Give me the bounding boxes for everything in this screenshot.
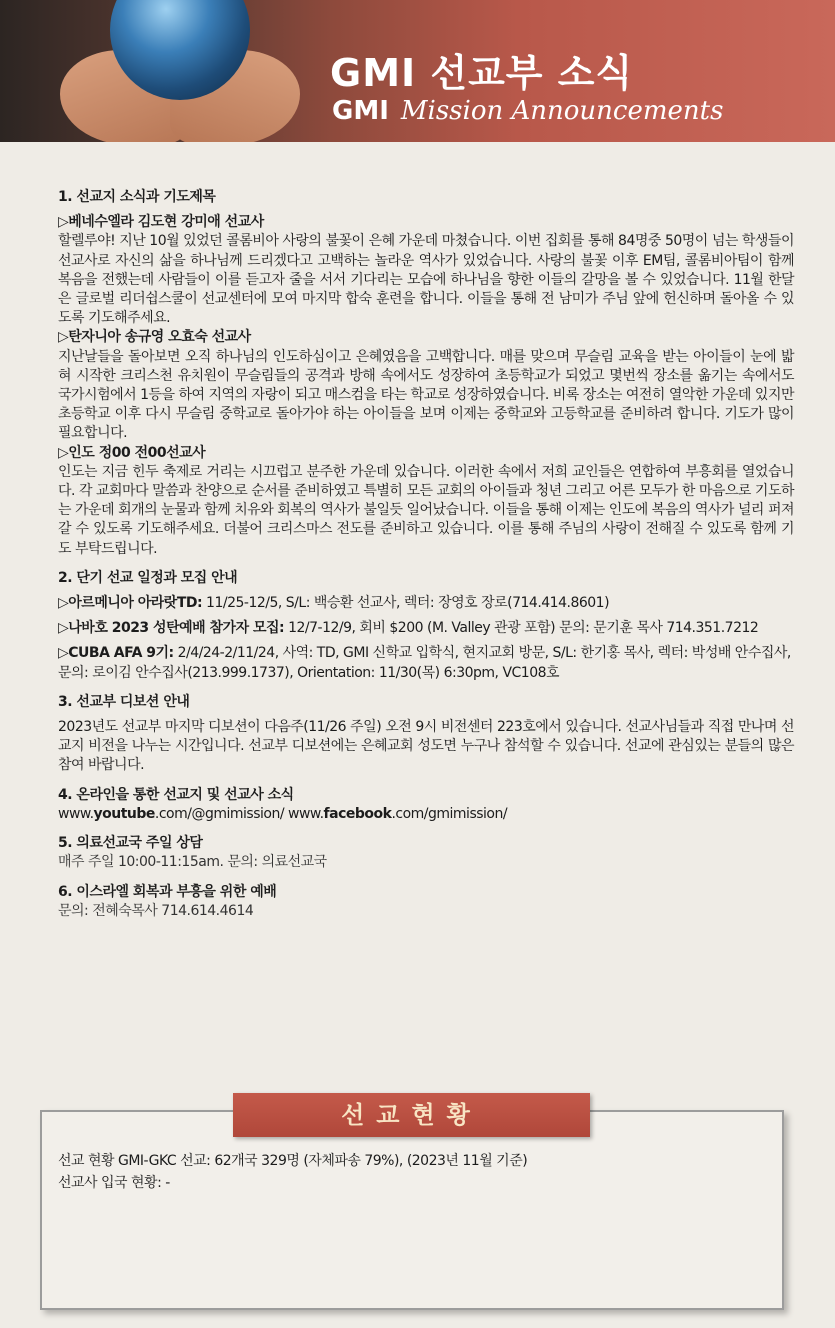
facebook-link-brand[interactable]: facebook: [323, 805, 392, 822]
youtube-link-suffix[interactable]: .com/@gmimission/: [154, 805, 285, 822]
india-body: 인도는 지금 힌두 축제로 거리는 시끄럽고 분주한 가운데 있습니다. 이러한 속에서 저희 교인들은 연합하여 부흥회를 열었습니다. 각 교회마다 말씀과 찬양으로 순서를 준비하였고 특별히 모든 교회의 아이들과 청년 그리고 어른 모두가 한 마음으로 기도하는 가운데 회개의 눈물과 함께 치유와 회복의 역사가 불일듯 일어났습니다. 이들을 통해 이제는 인도에 복음의 역사가 널리 퍼져갈 수 있도록 기도해주세요. 더불어 크리스마스 전도를 준비하고 있습니다. 이를 통해 주님의 사랑이 전해질 수 있도록 함께 기도 부탁드립니다.: [58, 463, 794, 557]
page-subtitle: [332, 96, 723, 126]
subtitle-script: Mission Announcements: [400, 96, 724, 126]
mission-status-line-2: 선교사 입국 현황: -: [58, 1175, 170, 1191]
section-1-heading: 1. 선교지 소식과 기도제목: [58, 189, 216, 205]
cuba-label: ▷CUBA AFA 9기:: [58, 645, 174, 662]
armenia-item: [58, 594, 794, 613]
navajo-text: 12/7-12/9, 회비 $200 (M. Valley 관광 포함) 문의: 문기훈 목사 714.351.7212: [284, 620, 759, 637]
youtube-link-prefix[interactable]: www.: [58, 805, 94, 822]
page-title: GMI 선교부 소식: [330, 51, 634, 95]
navajo-label: ▷나바호 2023 성탄예배 참가자 모집:: [58, 620, 285, 637]
section-3-heading: 3. 선교부 디보션 안내: [58, 693, 190, 710]
youtube-link-brand[interactable]: youtube: [93, 805, 155, 822]
mission-status-line-1: 선교 현황 GMI-GKC 선교: 62개국 329명 (자체파송 79%), (2023년 11월 기준): [58, 1153, 528, 1169]
medical-body: 매주 주일 10:00-11:15am. 문의: 의료선교국: [58, 854, 327, 871]
tanzania-body: 지난날들을 돌아보면 오직 하나님의 인도하심이고 은혜였음을 고백합니다. 매를 맞으며 무슬림 교육을 받는 아이들이 눈에 밟혀 시작한 크리스천 유치원이 무슬림들의 공격과 방해 속에서도 성장하여 초등학교가 되었고 몇번씩 장소를 옮기는 속에서도 국가시험에서 1등을 하여 지역의 자랑이 되고 매스컴을 타는 학교로 성장하였습니다. 비록 장소는 여전히 열악한 가운데 있지만 초등학교 이후 다시 무슬림 중학교로 돌아가야 하는 아이들을 보며 이제는 중학교와 고등학교를 준비하려 합니다. 기도가 많이 필요합니다.: [58, 348, 794, 442]
cuba-text: 2/4/24-2/11/24, 사역: TD, GMI 신학교 입학식, 현지교회 방문, S/L: 한기홍 목사, 렉터: 박성배 안수집사, 문의: 로이김 안수집사(213.999.1737), Orientation: 11/30(목) 6:30pm, VC108호: [58, 645, 791, 681]
facebook-link-suffix[interactable]: .com/gmimission/: [391, 805, 508, 822]
facebook-link-prefix[interactable]: www.: [284, 805, 324, 822]
devotion-body: 2023년도 선교부 마지막 디보션이 다음주(11/26 주일) 오전 9시 비전센터 223호에서 있습니다. 선교사님들과 직접 만나며 선교지 비전을 나누는 시간입니다. 선교부 디보션에는 은혜교회 성도면 누구나 참석할 수 있습니다. 선교에 관심있는 분들의 많은 참여 바랍니다.: [58, 719, 794, 774]
section-2-heading: 2. 단기 선교 일정과 모집 안내: [58, 569, 238, 586]
announcements-content: [58, 188, 794, 921]
online-links: [58, 805, 794, 824]
section-6-heading: 6. 이스라엘 회복과 부흥을 위한 예배: [58, 883, 277, 900]
cuba-item: [58, 644, 794, 682]
armenia-label: ▷아르메니아 아라랏TD:: [58, 595, 203, 612]
section-5-heading: 5. 의료선교국 주일 상담: [58, 835, 203, 852]
section-4-heading: 4. 온라인을 통한 선교지 및 선교사 소식: [58, 786, 294, 803]
india-heading: ▷인도 정00 전00선교사: [58, 444, 206, 461]
venezuela-body: 할렐루야! 지난 10월 있었던 콜롬비아 사랑의 불꽃이 은혜 가운데 마쳤습니다. 이번 집회를 통해 84명중 50명이 넘는 학생들이 선교사로 자신의 삶을 하나님께 드리겠다고 고백하는 놀라운 역사가 있었습니다. 사랑의 불꽃 이후 EM팀, 콜롬비아팀이 함께 복음을 전했는데 사람들이 이를 듣고자 줄을 서서 기다리는 모습에 하나님을 향한 이들의 갈망을 볼 수 있었습니다. 11월 한달은 글로벌 리더쉽스쿨이 선교센터에 모여 마지막 합숙 훈련을 합니다. 이들을 통해 전 남미가 주님 앞에 헌신하며 돌아올 수 있도록 기도해주세요.: [58, 233, 794, 327]
armenia-text: 11/25-12/5, S/L: 백승환 선교사, 렉터: 장영호 장로(714.414.8601): [202, 595, 610, 612]
mission-status-box: [40, 1110, 784, 1310]
tanzania-heading: ▷탄자니아 송규영 오효숙 선교사: [58, 329, 251, 346]
mission-status-tag: 선교현황: [233, 1093, 590, 1137]
venezuela-heading: ▷베네수엘라 김도현 강미애 선교사: [58, 214, 264, 231]
header-banner: [0, 0, 835, 142]
israel-body: 문의: 전혜숙목사 714.614.4614: [58, 902, 254, 919]
subtitle-gmi: GMI: [332, 96, 389, 126]
navajo-item: [58, 619, 794, 638]
